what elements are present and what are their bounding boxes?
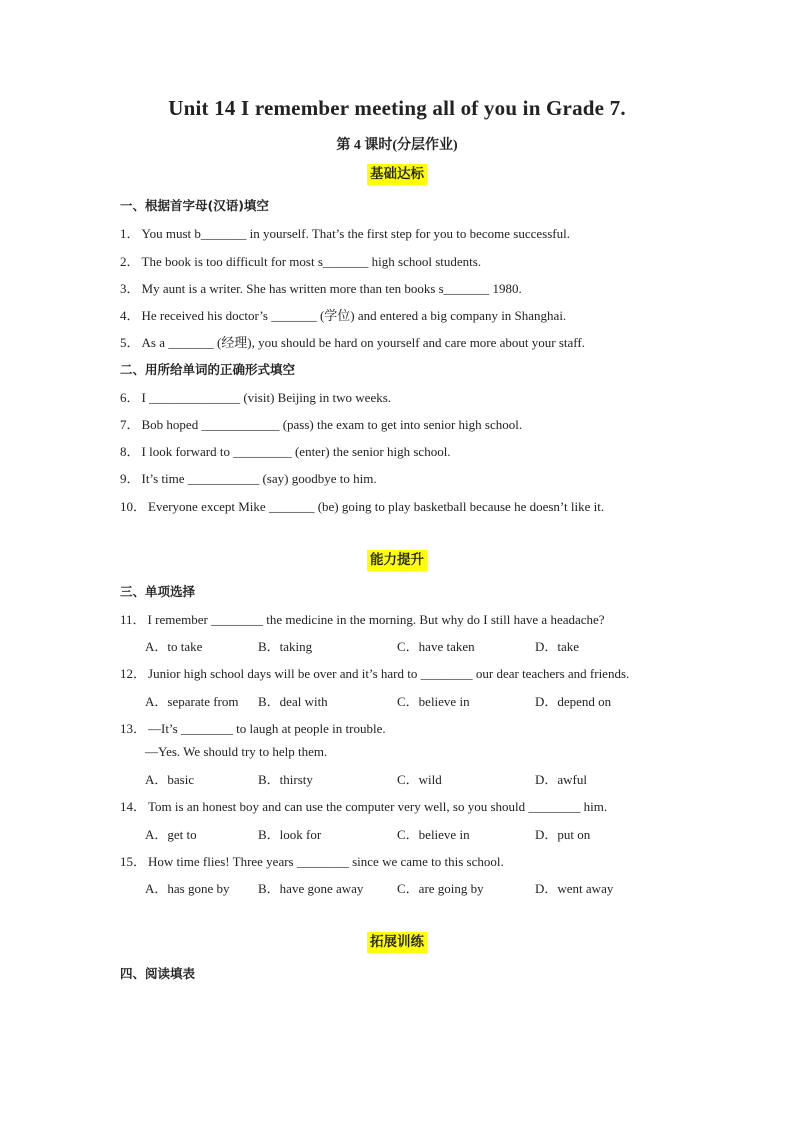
page-title: Unit 14 I remember meeting all of you in Grade 7. <box>168 96 626 120</box>
question-7 <box>120 414 522 433</box>
option-d[interactable]: D．depend on <box>535 694 612 709</box>
question-9 <box>120 468 377 487</box>
option-c[interactable]: C．wild <box>397 772 442 787</box>
question-11 <box>120 609 605 628</box>
question-text: I ______________ (visit) Beijing in two weeks. <box>141 390 392 405</box>
option-d[interactable]: D．put on <box>535 827 591 842</box>
question-text: I look forward to _________ (enter) the senior high school. <box>141 444 451 459</box>
question-number: 2． <box>120 254 140 269</box>
option-b[interactable]: B．look for <box>258 827 322 842</box>
question-text: I remember ________ the medicine in the morning. But why do I still have a headache? <box>147 612 605 627</box>
question-text: Junior high school days will be over and it’s hard to ________ our dear teachers and friends. <box>148 666 630 681</box>
question-8 <box>120 441 451 460</box>
question-text: Everyone except Mike _______ (be) going to play basketball because he doesn’t like it. <box>148 499 605 514</box>
option-a[interactable]: A．basic <box>145 772 195 787</box>
option-a[interactable]: A．to take <box>145 639 203 654</box>
question-text: Tom is an honest boy and can use the computer very well, so you should ________ him. <box>148 799 608 814</box>
question-text: —Yes. We should try to help them. <box>145 744 328 759</box>
option-a[interactable]: A．separate from <box>145 694 239 709</box>
question-number: 7． <box>120 417 140 432</box>
option-b[interactable]: B．taking <box>258 639 313 654</box>
question-number: 9． <box>120 471 140 486</box>
question-text: How time flies! Three years ________ since we came to this school. <box>148 854 504 869</box>
part-heading-1: 一、根据首字母(汉语)填空 <box>120 198 269 213</box>
option-a[interactable]: A．get to <box>145 827 197 842</box>
question-6 <box>120 387 391 406</box>
question-1 <box>120 223 570 242</box>
question-text: Bob hoped ____________ (pass) the exam to get into senior high school. <box>141 417 523 432</box>
option-b[interactable]: B．thirsty <box>258 772 313 787</box>
question-text: As a _______ (经理), you should be hard on yourself and care more about your staff. <box>141 335 585 350</box>
part-heading-2: 二、用所给单词的正确形式填空 <box>120 362 296 377</box>
question-15 <box>120 851 504 870</box>
question-5 <box>120 332 585 351</box>
question-number: 14． <box>120 799 147 814</box>
question-text: He received his doctor’s _______ (学位) and entered a big company in Shanghai. <box>141 308 567 323</box>
part-heading-3: 三、单项选择 <box>120 584 196 599</box>
question-number: 5． <box>120 335 140 350</box>
question-3 <box>120 278 522 297</box>
option-c[interactable]: C．are going by <box>397 881 484 896</box>
question-12 <box>120 663 629 682</box>
question-number: 4． <box>120 308 140 323</box>
option-d[interactable]: D．take <box>535 639 580 654</box>
question-14 <box>120 796 607 815</box>
question-4 <box>120 305 566 324</box>
section-badge-extension: 拓展训练 <box>367 932 427 953</box>
question-text: It’s time ___________ (say) goodbye to him. <box>141 471 377 486</box>
section-badge-basic: 基础达标 <box>367 164 427 185</box>
question-number: 12． <box>120 666 147 681</box>
question-number: 8． <box>120 444 140 459</box>
question-number: 11． <box>120 612 146 627</box>
option-d[interactable]: D．awful <box>535 772 587 787</box>
question-2 <box>120 251 481 270</box>
question-text: You must b_______ in yourself. That’s the first step for you to become successful. <box>141 226 570 241</box>
option-d[interactable]: D．went away <box>535 881 614 896</box>
question-number: 13． <box>120 721 147 736</box>
question-number: 10． <box>120 499 147 514</box>
option-c[interactable]: C．have taken <box>397 639 475 654</box>
question-13-reply <box>145 744 327 760</box>
page-subtitle: 第 4 课时(分层作业) <box>336 138 458 153</box>
question-text: The book is too difficult for most s_______ high school students. <box>141 254 482 269</box>
question-number: 15． <box>120 854 147 869</box>
question-13 <box>120 718 386 737</box>
option-b[interactable]: B．deal with <box>258 694 328 709</box>
question-text: My aunt is a writer. She has written more than ten books s_______ 1980. <box>141 281 522 296</box>
question-number: 1． <box>120 226 140 241</box>
part-heading-4: 四、阅读填表 <box>120 966 196 981</box>
option-b[interactable]: B．have gone away <box>258 881 364 896</box>
question-text: —It’s ________ to laugh at people in trouble. <box>148 721 386 736</box>
option-c[interactable]: C．believe in <box>397 694 470 709</box>
question-number: 6． <box>120 390 140 405</box>
question-number: 3． <box>120 281 140 296</box>
option-a[interactable]: A．has gone by <box>145 881 230 896</box>
option-c[interactable]: C．believe in <box>397 827 470 842</box>
section-badge-ability: 能力提升 <box>367 550 427 571</box>
question-10 <box>120 496 604 515</box>
